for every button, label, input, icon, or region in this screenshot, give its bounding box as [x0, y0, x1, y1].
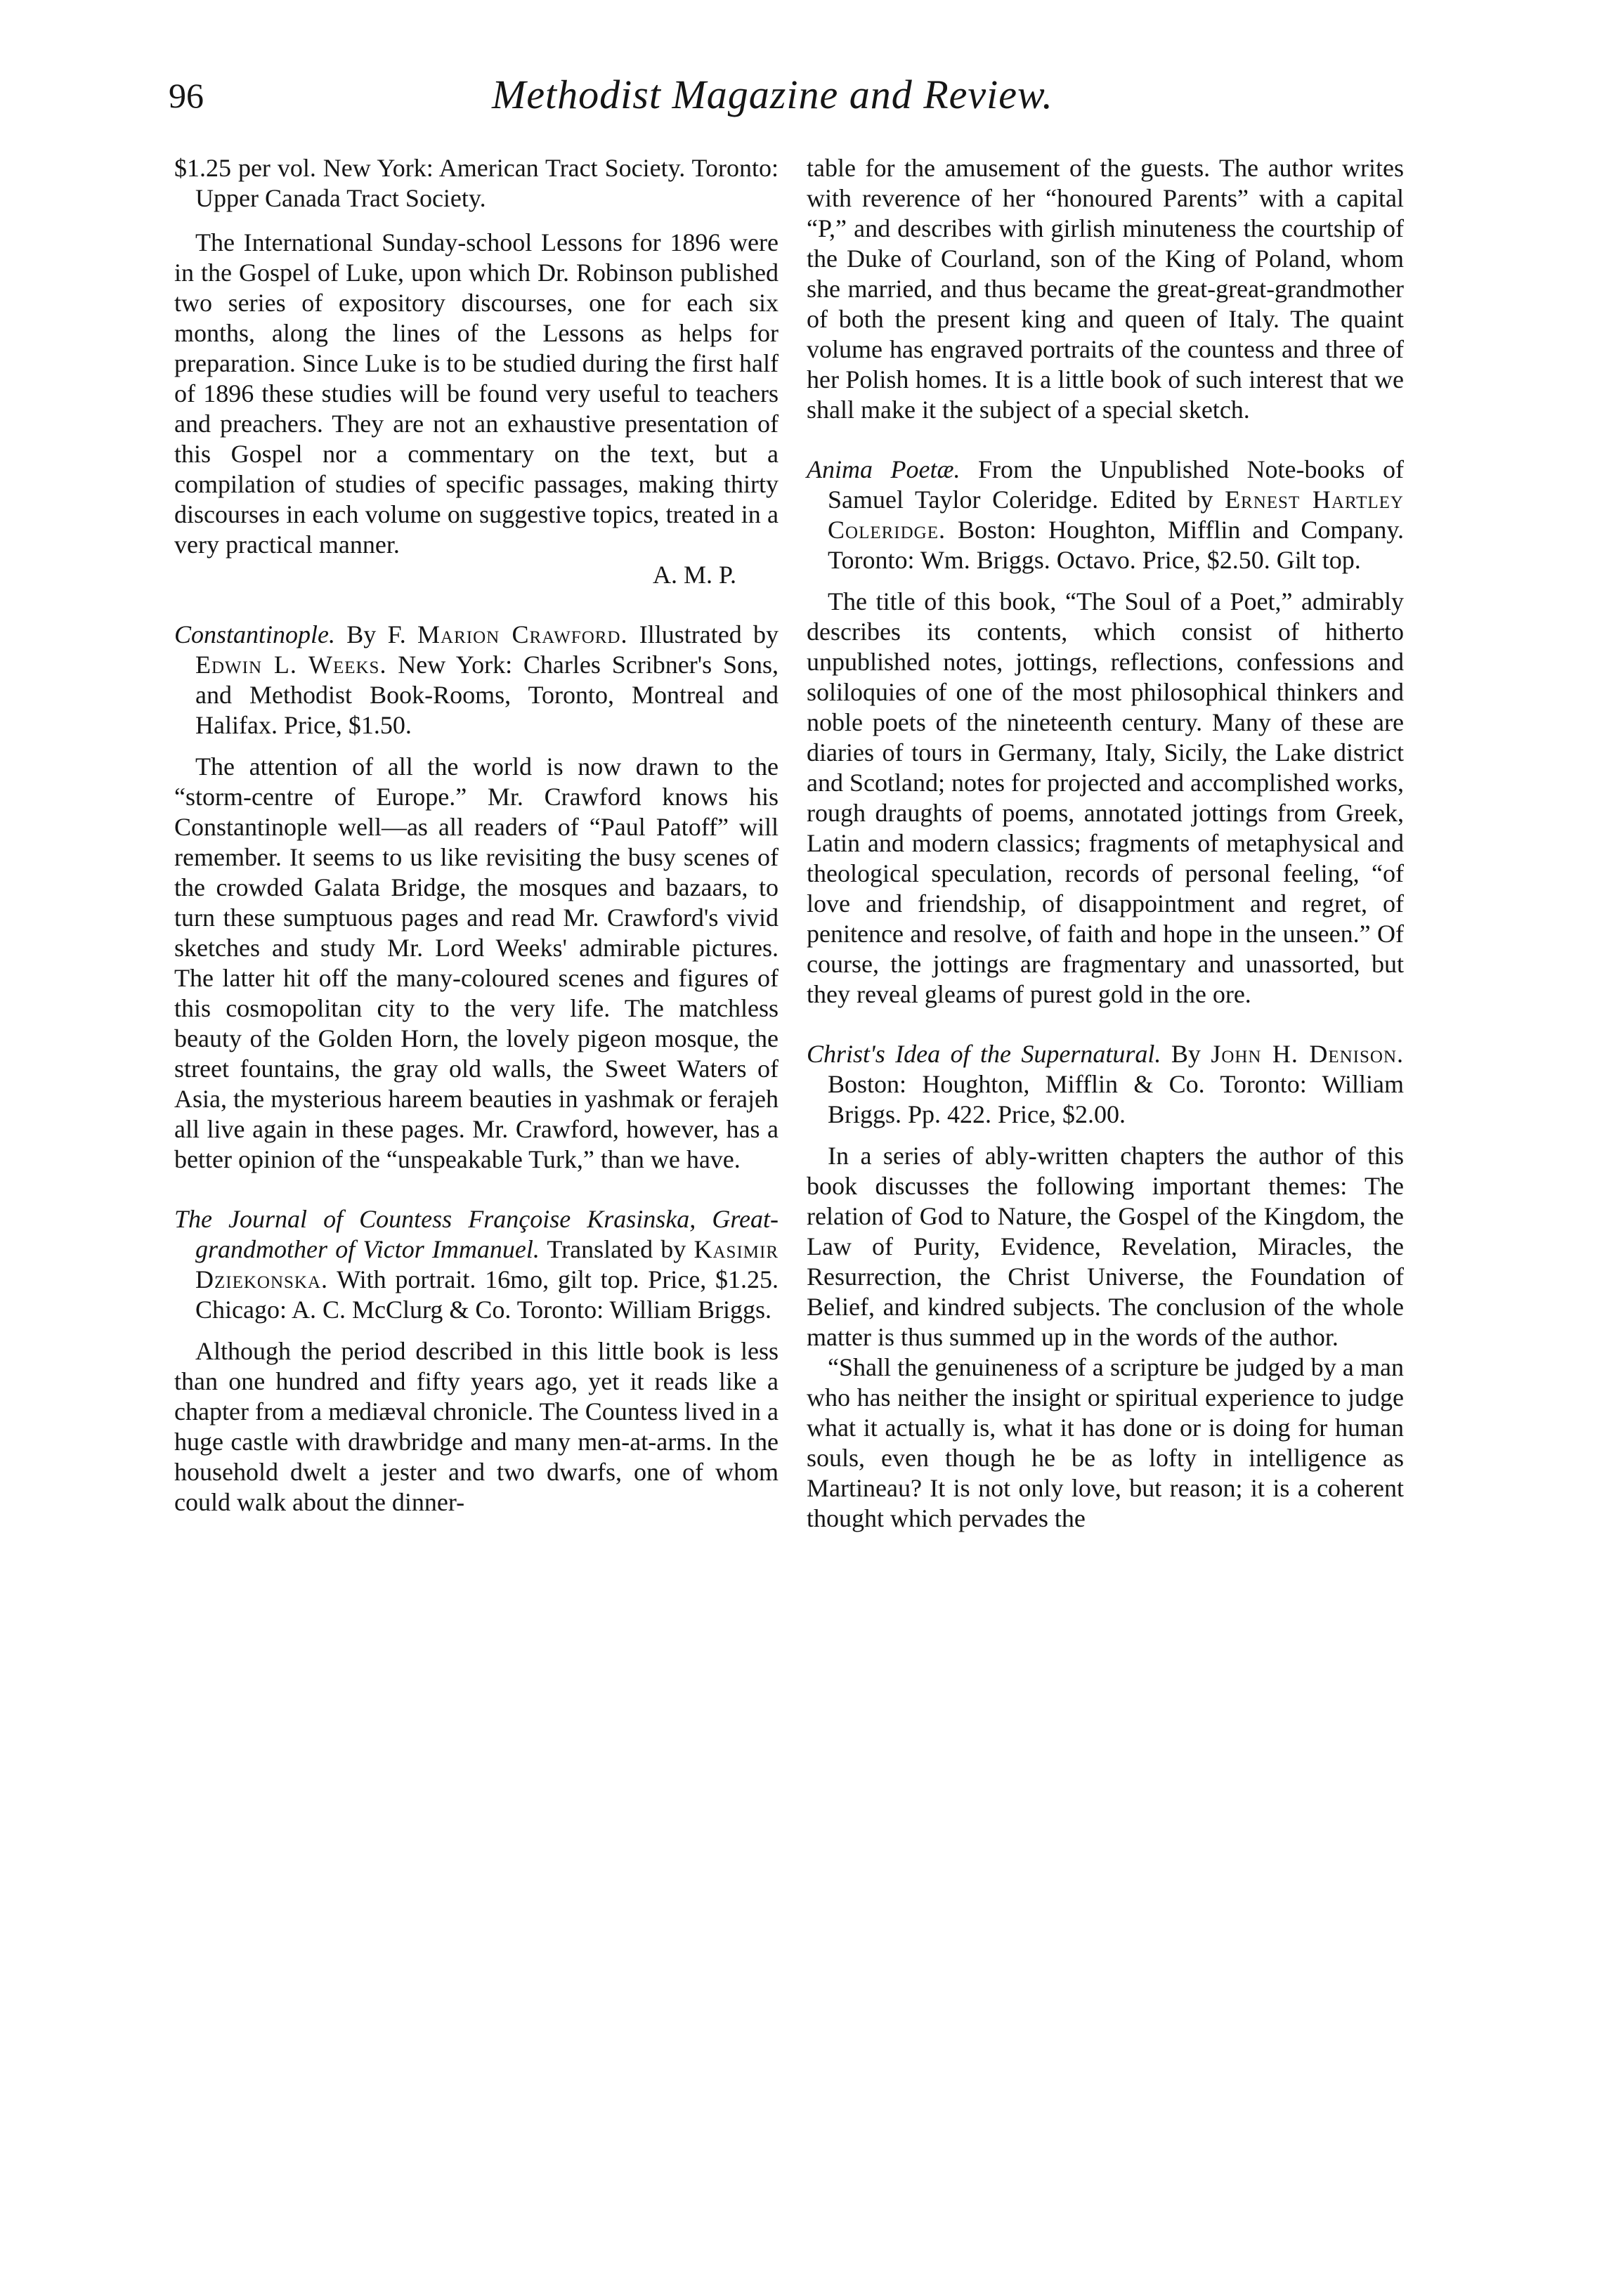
review-body: The International Sunday-school Lessons for 1896 were in the Gospel of Luke, upon which Dr. Robinson published two series of expository discourses, one for each six months, along the lines of the Lessons as helps for preparation. Since Luke is to be studied during the first half of 1896 these studies will be found very useful to teachers and preachers. They are not an exhaustive presentation of this Gospel nor a commentary on the text, but a compilation of studies of specific passages, making thirty discourses in each volume on suggestive topics, treated in a very practical manner. — [174, 228, 779, 559]
publisher-details: Boston: Houghton, Mifflin & Co. Toronto: William Briggs. Pp. 422. Price, $2.00. — [828, 1070, 1404, 1128]
review-heading — [174, 620, 779, 741]
publication-details: $1.25 per vol. New York: American Tract Society. Toronto: Upper Canada Tract Society. — [174, 154, 779, 212]
author-quote: “Shall the genuineness of a scripture be judged by a man who has neither the insight or spiritual experience to judge what it actually is, what it has done or is doing for human souls, even though he be as lofty in intelligence as Martineau? It is not only love, but reason; it is a coherent thought which pervades the — [807, 1353, 1404, 1532]
by-label: By — [1171, 1040, 1201, 1068]
review-christs-idea — [807, 1039, 1404, 1534]
publisher-details: With portrait. 16mo, gilt top. Price, $1.25. Chicago: A. C. McClurg & Co. Toronto: William Briggs. — [195, 1265, 779, 1324]
review-anima-poetae — [807, 455, 1404, 1010]
right-column — [807, 153, 1404, 1563]
review-heading — [174, 1204, 779, 1325]
review-heading — [807, 455, 1404, 575]
review-body: Although the period described in this little book is less than one hundred and fifty years ago, yet it reads like a chapter from a mediæval chronicle. The Countess lived in a huge castle with drawbridge and many men-at-arms. In the household dwelt a jester and two dwarfs, one of whom could walk about the dinner- — [174, 1337, 779, 1516]
review-heading — [807, 1039, 1404, 1130]
review-body: In a series of ably-written chapters the author of this book discusses the following important themes: The relation of God to Nature, the Gospel of the Kingdom, the Law of Purity, Evidence, Revelation, Miracles, the Resurrection, the Christ Universe, the Foundation of Belief, and kindred subjects. The conclusion of the whole matter is thus summed up in the words of the author. — [807, 1142, 1404, 1351]
publisher-details: Boston: Houghton, Mifflin and Company. Toronto: Wm. Briggs. Octavo. Price, $2.50. Gilt top. — [828, 516, 1404, 574]
review-body: The title of this book, “The Soul of a Poet,” admirably describes its contents, which consist of hitherto unpublished notes, jottings, reflections, confessions and soliloquies of one of the most philosophical thinkers and noble poets of the nineteenth century. Many of these are diaries of tours in Germany, Italy, Sicily, the Lake district and Scotland; notes for projected and accomplished works, rough draughts of poems, annotated jottings from Greek, Latin and modern classics; fragments of metaphysical and theological speculation, records of personal feeling, “of love and friendship, of disappointment and regret, of penitence and resolve, of faith and hope in the unseen.” Of course, the jottings are fragmentary and unassorted, but they reveal gleams of purest gold in the ore. — [807, 587, 1404, 1008]
book-title: Constantinople. — [174, 620, 336, 648]
book-author: Marion Crawford. — [417, 620, 628, 648]
review-constantinople — [174, 620, 779, 1175]
review-sunday-school-lessons — [174, 153, 779, 590]
by-label: By F. — [346, 620, 406, 648]
publisher-details: New York: Charles Scribner's Sons, and Methodist Book-Rooms, Toronto, Montreal and Halifax. Price, $1.50. — [195, 651, 779, 739]
reviewer-signature: A. M. P. — [652, 561, 736, 589]
book-title: The Journal of Countess Françoise Krasinska, Great-grandmother of Victor Immanuel. — [174, 1205, 779, 1263]
review-journal-continued — [807, 153, 1404, 425]
review-body-continued: table for the amusement of the guests. The author writes with reverence of her “honoured Parents” with a capital “P,” and describes with girlish minuteness the courtship of the Duke of Courland, son of the King of Poland, whom she married, and thus became the great-great-grandmother of both the present king and queen of Italy. The quaint volume has engraved portraits of the countess and three of her Polish homes. It is a little book of such interest that we shall make it the subject of a special sketch. — [807, 154, 1404, 424]
illustrated-label: Illustrated by — [639, 620, 779, 648]
book-editor: Ernest Hartley Coleridge. — [828, 485, 1404, 544]
book-description: From the Unpublished Note-books of Samuel Taylor Coleridge. Edited by — [828, 455, 1404, 514]
translated-label: Translated by — [547, 1235, 686, 1263]
book-title: Anima Poetæ. — [807, 455, 960, 483]
running-title: Methodist Magazine and Review. — [492, 72, 1053, 117]
left-column — [174, 153, 779, 1547]
page-number: 96 — [169, 76, 204, 115]
review-journal-countess — [174, 1204, 779, 1518]
book-translator: Kasimir Dziekonska. — [195, 1235, 779, 1293]
book-author: John H. Denison. — [1211, 1040, 1405, 1068]
book-illustrator: Edwin L. Weeks. — [195, 651, 387, 679]
book-title: Christ's Idea of the Supernatural. — [807, 1040, 1161, 1068]
review-body: The attention of all the world is now drawn to the “storm-centre of Europe.” Mr. Crawford knows his Constantinople well—as all readers of “Paul Patoff” will remember. It seems to us like revisiting the busy scenes of the crowded Galata Bridge, the mosques and bazaars, to turn these sumptuous pages and read Mr. Crawford's vivid sketches and study Mr. Lord Weeks' admirable pictures. The latter hit off the many-coloured scenes and figures of this cosmopolitan city to the very life. The matchless beauty of the Golden Horn, the lovely pigeon mosque, the street fountains, the gray old walls, the Sweet Waters of Asia, the mysterious hareem beauties in yashmak or ferajeh all live again in these pages. Mr. Crawford, however, has a better opinion of the “unspeakable Turk,” than we have. — [174, 752, 779, 1173]
